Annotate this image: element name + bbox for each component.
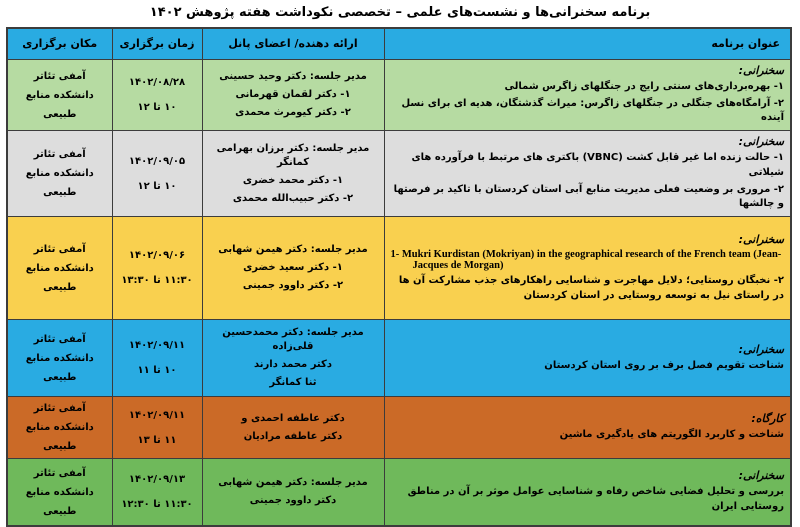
time-cell <box>112 59 202 131</box>
venue-cell <box>7 131 112 217</box>
schedule-row <box>7 59 791 131</box>
program-item: شناخت و کاربرد الگوریتم های یادگیری ماشین <box>559 429 784 441</box>
venue-cell <box>7 459 112 526</box>
program-cell <box>384 59 791 131</box>
header-venue: مکان برگزاری <box>7 28 112 60</box>
page-title: برنامه سخنرانی‌ها و نشست‌های علمی – تخصصی نکوداشت هفته پژوهش ۱۴۰۲ <box>149 5 651 20</box>
header-program-title: عنوان برنامه <box>384 28 791 60</box>
program-category: سخنرانی: <box>738 233 784 247</box>
panel-member: ۱- دکتر محمد خضری <box>242 174 344 186</box>
panel-member: ۲- دکتر کیومرث محمدی <box>235 107 351 119</box>
program-category: سخنرانی: <box>738 342 784 356</box>
venue-cell <box>7 320 112 397</box>
program-category: سخنرانی: <box>738 469 784 483</box>
time-cell <box>112 459 202 526</box>
panel-member: دکتر داوود جمینی <box>249 495 337 507</box>
session-date: ۱۴۰۲/۰۹/۱۳ <box>128 474 186 486</box>
panel-member: مدیر جلسه: دکتر هیمن شهابی <box>218 244 368 256</box>
schedule-row <box>7 320 791 397</box>
program-item: ۱- بهره‌برداری‌های سنتی رایج در جنگلهای زاگرس شمالی <box>504 80 784 92</box>
program-category: کارگاه: <box>751 412 784 426</box>
session-hours: ۱۰ تا ۱۲ <box>137 180 177 192</box>
schedule-row <box>7 217 791 320</box>
header-time: زمان برگزاری <box>112 28 202 60</box>
program-item: 1- Mukri Kurdistan (Mokriyan) in the geographical research of the French team (Jean-Jacques de Morgan) <box>390 249 782 272</box>
session-hours: ۱۱:۳۰ تا ۱۲:۳۰ <box>121 499 193 511</box>
panel-member: ۲- دکتر حبیب‌الله محمدی <box>232 192 354 204</box>
panel-member: ۱- دکتر سعید خضری <box>243 262 343 274</box>
header-panel: ارائه دهنده/ اعضای پانل <box>202 28 384 60</box>
panel-member: مدیر جلسه: دکتر محمدحسین قلی‌زاده <box>222 327 364 353</box>
time-cell <box>112 131 202 217</box>
time-cell <box>112 397 202 459</box>
panel-member: ۲- دکتر داوود جمینی <box>242 280 344 292</box>
header-row <box>7 28 791 60</box>
venue-cell <box>7 397 112 459</box>
program-item: ۲- آرامگاه‌های جنگلی در جنگلهای زاگرس: میراث گذشتگان، هدیه ای برای نسل آینده <box>401 97 784 124</box>
time-cell <box>112 217 202 320</box>
venue-text: آمفی تئاتر دانشکده منابع طبیعی <box>25 149 94 199</box>
session-hours: ۱۰ تا ۱۲ <box>137 102 177 114</box>
panel-member: ۱- دکتر لقمان قهرمانی <box>235 89 351 101</box>
program-cell <box>384 397 791 459</box>
session-date: ۱۴۰۲/۰۹/۱۱ <box>128 409 186 421</box>
program-cell <box>384 459 791 526</box>
panel-cell <box>202 217 384 320</box>
program-cell <box>384 217 791 320</box>
program-item: شناخت تقویم فصل برف بر روی استان کردستان <box>544 359 784 371</box>
panel-cell <box>202 320 384 397</box>
time-cell <box>112 320 202 397</box>
program-category: سخنرانی: <box>738 63 784 77</box>
program-category: سخنرانی: <box>738 135 784 149</box>
panel-member: مدیر جلسه: دکتر برزان بهرامی کمانگر <box>216 142 370 168</box>
session-date: ۱۴۰۲/۰۹/۱۱ <box>128 340 186 352</box>
panel-member: مدیر جلسه: دکتر وحید حسینی <box>219 71 367 83</box>
panel-cell <box>202 131 384 217</box>
program-item: ۱- حالت زنده اما غیر قابل کشت (VBNC) باکتری های مرتبط با فرآورده های شیلاتی <box>411 152 784 178</box>
session-hours: ۱۰ تا ۱۱ <box>137 365 177 377</box>
venue-cell <box>7 217 112 320</box>
venue-text: آمفی تئاتر دانشکده منابع طبیعی <box>25 243 94 293</box>
panel-member: مدیر جلسه: دکتر هیمن شهابی <box>218 477 368 489</box>
session-date: ۱۴۰۲/۰۸/۲۸ <box>128 77 186 89</box>
venue-text: آمفی تئاتر دانشکده منابع طبیعی <box>25 70 94 120</box>
panel-cell <box>202 459 384 526</box>
session-date: ۱۴۰۲/۰۹/۰۶ <box>128 250 186 262</box>
venue-cell <box>7 59 112 131</box>
program-cell <box>384 320 791 397</box>
panel-cell <box>202 59 384 131</box>
program-item: ۲- مروری بر وضعیت فعلی مدیریت منابع آبی استان کردستان با تاکید بر فرصتها و چالشها <box>393 183 784 210</box>
program-item: ۲- نخبگان روستایی؛ دلایل مهاجرت و شناسایی راهکارهای جذب مشارکت آن ها در راستای نیل به توسعه روستایی در استان کردستان <box>398 275 784 301</box>
panel-member: دکتر عاطفه مرادیان <box>243 430 343 442</box>
panel-cell <box>202 397 384 459</box>
panel-member: دکتر عاطفه احمدی و <box>241 412 345 424</box>
program-cell <box>384 131 791 217</box>
schedule-body <box>7 59 791 526</box>
schedule-row <box>7 131 791 217</box>
venue-text: آمفی تئاتر دانشکده منابع طبیعی <box>25 403 94 453</box>
session-hours: ۱۱ تا ۱۳ <box>137 434 177 446</box>
schedule-row <box>7 459 791 526</box>
program-item: بررسی و تحلیل فضایی شاخص رفاه و شناسایی عوامل موثر بر آن در مناطق روستایی ایران <box>407 486 784 512</box>
venue-text: آمفی تئاتر دانشکده منابع طبیعی <box>25 467 94 517</box>
panel-member: دکتر محمد دارند <box>254 359 332 371</box>
session-date: ۱۴۰۲/۰۹/۰۵ <box>128 155 186 167</box>
schedule-row <box>7 397 791 459</box>
venue-text: آمفی تئاتر دانشکده منابع طبیعی <box>25 333 94 383</box>
session-hours: ۱۱:۳۰ تا ۱۳:۳۰ <box>121 275 193 287</box>
schedule-table <box>6 27 792 527</box>
panel-member: ثنا کمانگر <box>269 377 317 389</box>
